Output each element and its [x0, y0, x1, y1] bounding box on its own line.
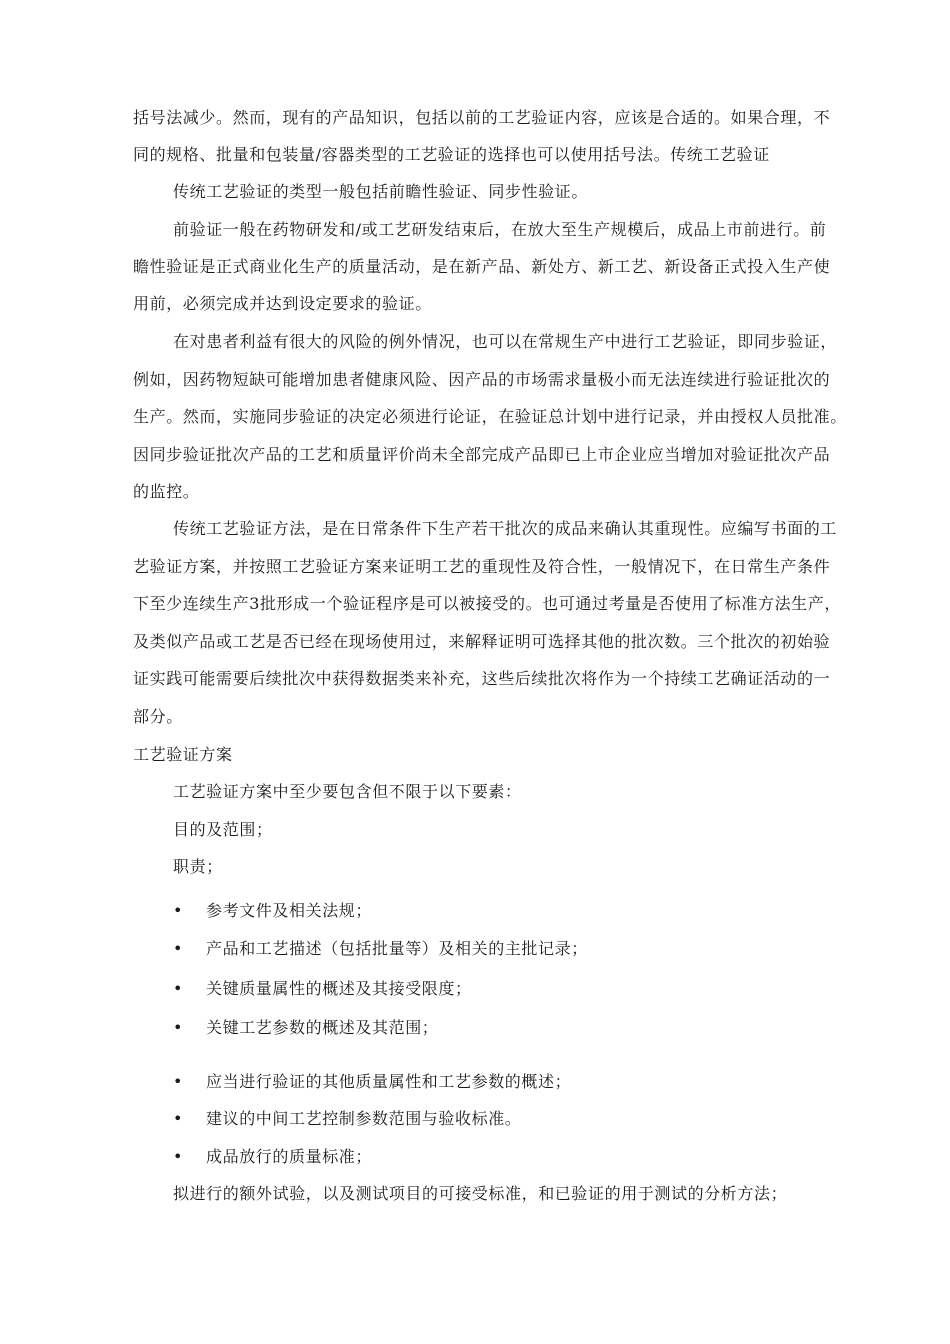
bullet-item-product-description: 产品和工艺描述（包括批量等）及相关的主批记录； — [206, 939, 588, 958]
bullet-item-process-parameters: 关键工艺参数的概述及其范围； — [206, 1018, 439, 1037]
paragraph-5-line-1: 传统工艺验证方法，是在日常条件下生产若干批次的成品来确认其重现性。应编写书面的工 — [173, 519, 838, 538]
bullet-icon: • — [173, 939, 183, 958]
closing-line: 拟进行的额外试验，以及测试项目的可接受标准，和已验证的用于测试的分析方法； — [173, 1184, 788, 1203]
bullet-icon: • — [173, 1147, 183, 1166]
paragraph-4-line-1: 在对患者利益有很大的风险的例外情况，也可以在常规生产中进行工艺验证，即同步验证， — [173, 332, 838, 351]
bullet-item-references: 参考文件及相关法规； — [206, 901, 373, 920]
paragraph-3-line-1: 前验证一般在药物研发和/或工艺研发结束后，在放大至生产规模后，成品上市前进行。前 — [173, 220, 827, 239]
bullet-item-in-process-controls: 建议的中间工艺控制参数范围与验收标准。 — [206, 1109, 522, 1128]
paragraph-3-line-2: 瞻性验证是正式商业化生产的质量活动，是在新产品、新处方、新工艺、新设备正式投入生产使 — [133, 257, 831, 276]
paragraph-5-line-4: 及类似产品或工艺是否已经在现场使用过，来解释证明可选择其他的批次数。三个批次的初始验 — [133, 632, 831, 651]
item-duties: 职责； — [173, 857, 223, 876]
bullet-icon: • — [173, 979, 183, 998]
paragraph-1-line-1: 括号法减少。然而，现有的产品知识，包括以前的工艺验证内容，应该是合适的。如果合理，不 — [133, 108, 831, 127]
paragraph-5-line-6: 部分。 — [133, 707, 183, 726]
paragraph-3-line-3: 用前，必须完成并达到设定要求的验证。 — [133, 294, 432, 313]
paragraph-5-line-3: 下至少连续生产3批形成一个验证程序是可以被接受的。也可通过考量是否使用了标准方法生产， — [133, 594, 841, 613]
paragraph-4-line-2: 例如，因药物短缺可能增加患者健康风险、因产品的市场需求量极小而无法连续进行验证批次的 — [133, 370, 831, 389]
bullet-icon: • — [173, 901, 183, 920]
paragraph-4-line-4: 因同步验证批次产品的工艺和质量评价尚未全部完成产品即已上市企业应当增加对验证批次产品 — [133, 445, 831, 464]
paragraph-5-line-5: 证实践可能需要后续批次中获得数据类来补充，这些后续批次将作为一个持续工艺确证活动的一 — [133, 669, 831, 688]
bullet-item-release-specs: 成品放行的质量标准； — [206, 1147, 373, 1166]
paragraph-4-line-3: 生产。然而，实施同步验证的决定必须进行论证，在验证总计划中进行记录，并由授权人员批准。 — [133, 407, 847, 426]
bullet-icon: • — [173, 1072, 183, 1091]
bullet-icon: • — [173, 1109, 183, 1128]
paragraph-4-line-5: 的监控。 — [133, 482, 200, 501]
bullet-icon: • — [173, 1018, 183, 1037]
paragraph-1-line-2: 同的规格、批量和包装量/容器类型的工艺验证的选择也可以使用括号法。传统工艺验证 — [133, 145, 770, 164]
bullet-item-quality-attributes: 关键质量属性的概述及其接受限度； — [206, 979, 472, 998]
section-heading: 工艺验证方案 — [133, 745, 233, 764]
paragraph-2-line-1: 传统工艺验证的类型一般包括前瞻性验证、同步性验证。 — [173, 182, 589, 201]
intro-line: 工艺验证方案中至少要包含但不限于以下要素： — [173, 782, 522, 801]
item-scope: 目的及范围； — [173, 820, 273, 839]
bullet-item-other-attributes: 应当进行验证的其他质量属性和工艺参数的概述； — [206, 1072, 572, 1091]
paragraph-5-line-2: 艺验证方案，并按照工艺验证方案来证明工艺的重现性及符合性，一般情况下，在日常生产条件 — [133, 557, 831, 576]
